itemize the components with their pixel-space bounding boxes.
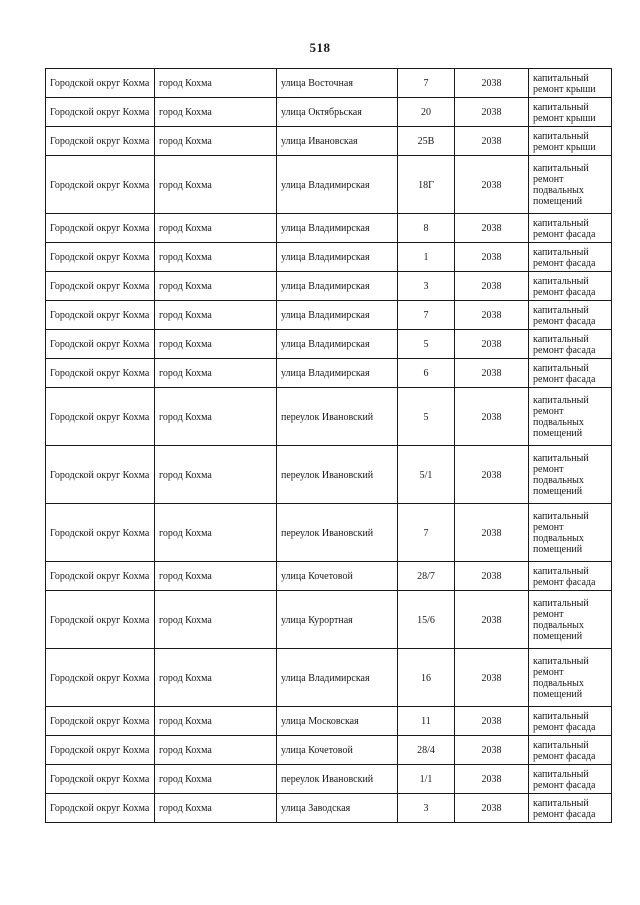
street-cell: улица Владимирская (277, 272, 398, 301)
work-type-cell: капитальный ремонт фасада (529, 562, 612, 591)
settlement-cell: город Кохма (155, 359, 277, 388)
house-number-cell: 7 (398, 504, 455, 562)
table-row (46, 359, 612, 388)
municipal-district-cell: Городской округ Кохма (46, 446, 155, 504)
work-type-cell: капитальный ремонт крыши (529, 69, 612, 98)
settlement-cell: город Кохма (155, 649, 277, 707)
planned-year-cell: 2038 (455, 359, 529, 388)
street-cell: переулок Ивановский (277, 504, 398, 562)
work-type-cell: капитальный ремонт фасада (529, 243, 612, 272)
settlement-cell: город Кохма (155, 504, 277, 562)
work-type-cell: капитальный ремонт подвальных помещений (529, 446, 612, 504)
planned-year-cell: 2038 (455, 388, 529, 446)
municipal-district-cell: Городской округ Кохма (46, 98, 155, 127)
municipal-district-cell: Городской округ Кохма (46, 388, 155, 446)
house-number-cell: 6 (398, 359, 455, 388)
street-cell: улица Октябрьская (277, 98, 398, 127)
work-type-cell: капитальный ремонт фасада (529, 707, 612, 736)
street-cell: улица Заводская (277, 794, 398, 823)
table-row (46, 707, 612, 736)
municipal-district-cell: Городской округ Кохма (46, 301, 155, 330)
settlement-cell: город Кохма (155, 388, 277, 446)
table-row (46, 301, 612, 330)
work-type-cell: капитальный ремонт фасада (529, 765, 612, 794)
municipal-district-cell: Городской округ Кохма (46, 359, 155, 388)
planned-year-cell: 2038 (455, 272, 529, 301)
planned-year-cell: 2038 (455, 794, 529, 823)
street-cell: улица Владимирская (277, 214, 398, 243)
planned-year-cell: 2038 (455, 707, 529, 736)
table-row (46, 98, 612, 127)
planned-year-cell: 2038 (455, 562, 529, 591)
table-row (46, 388, 612, 446)
work-type-cell: капитальный ремонт фасада (529, 272, 612, 301)
settlement-cell: город Кохма (155, 794, 277, 823)
settlement-cell: город Кохма (155, 214, 277, 243)
municipal-district-cell: Городской округ Кохма (46, 794, 155, 823)
planned-year-cell: 2038 (455, 330, 529, 359)
table-row (46, 214, 612, 243)
work-type-cell: капитальный ремонт подвальных помещений (529, 388, 612, 446)
street-cell: улица Владимирская (277, 301, 398, 330)
municipal-district-cell: Городской округ Кохма (46, 765, 155, 794)
settlement-cell: город Кохма (155, 243, 277, 272)
work-type-cell: капитальный ремонт фасада (529, 330, 612, 359)
street-cell: улица Курортная (277, 591, 398, 649)
planned-year-cell: 2038 (455, 127, 529, 156)
municipal-district-cell: Городской округ Кохма (46, 69, 155, 98)
house-number-cell: 7 (398, 69, 455, 98)
settlement-cell: город Кохма (155, 736, 277, 765)
table-row (46, 156, 612, 214)
street-cell: переулок Ивановский (277, 388, 398, 446)
house-number-cell: 11 (398, 707, 455, 736)
house-number-cell: 28/7 (398, 562, 455, 591)
planned-year-cell: 2038 (455, 214, 529, 243)
table-row (46, 649, 612, 707)
street-cell: улица Владимирская (277, 359, 398, 388)
settlement-cell: город Кохма (155, 707, 277, 736)
planned-year-cell: 2038 (455, 98, 529, 127)
house-number-cell: 15/6 (398, 591, 455, 649)
work-type-cell: капитальный ремонт фасада (529, 301, 612, 330)
street-cell: улица Владимирская (277, 330, 398, 359)
settlement-cell: город Кохма (155, 127, 277, 156)
table-row (46, 446, 612, 504)
house-number-cell: 3 (398, 272, 455, 301)
settlement-cell: город Кохма (155, 69, 277, 98)
street-cell: улица Владимирская (277, 156, 398, 214)
planned-year-cell: 2038 (455, 504, 529, 562)
municipal-district-cell: Городской округ Кохма (46, 243, 155, 272)
settlement-cell: город Кохма (155, 301, 277, 330)
settlement-cell: город Кохма (155, 765, 277, 794)
house-number-cell: 1 (398, 243, 455, 272)
house-number-cell: 5 (398, 388, 455, 446)
municipal-district-cell: Городской округ Кохма (46, 504, 155, 562)
settlement-cell: город Кохма (155, 98, 277, 127)
house-number-cell: 20 (398, 98, 455, 127)
municipal-district-cell: Городской округ Кохма (46, 591, 155, 649)
table-row (46, 765, 612, 794)
planned-year-cell: 2038 (455, 243, 529, 272)
house-number-cell: 28/4 (398, 736, 455, 765)
table-row (46, 69, 612, 98)
house-number-cell: 16 (398, 649, 455, 707)
table-row (46, 330, 612, 359)
house-number-cell: 18Г (398, 156, 455, 214)
municipal-district-cell: Городской округ Кохма (46, 736, 155, 765)
settlement-cell: город Кохма (155, 330, 277, 359)
planned-year-cell: 2038 (455, 69, 529, 98)
municipal-district-cell: Городской округ Кохма (46, 707, 155, 736)
planned-year-cell: 2038 (455, 736, 529, 765)
table-body (46, 69, 612, 823)
street-cell: улица Московская (277, 707, 398, 736)
work-type-cell: капитальный ремонт фасада (529, 214, 612, 243)
work-type-cell: капитальный ремонт подвальных помещений (529, 591, 612, 649)
planned-year-cell: 2038 (455, 765, 529, 794)
municipal-district-cell: Городской округ Кохма (46, 272, 155, 301)
planned-year-cell: 2038 (455, 649, 529, 707)
street-cell: переулок Ивановский (277, 446, 398, 504)
work-type-cell: капитальный ремонт крыши (529, 127, 612, 156)
street-cell: улица Ивановская (277, 127, 398, 156)
table-row (46, 272, 612, 301)
municipal-district-cell: Городской округ Кохма (46, 127, 155, 156)
planned-year-cell: 2038 (455, 156, 529, 214)
table-row (46, 591, 612, 649)
house-number-cell: 7 (398, 301, 455, 330)
work-type-cell: капитальный ремонт фасада (529, 736, 612, 765)
house-number-cell: 3 (398, 794, 455, 823)
table-row (46, 794, 612, 823)
street-cell: улица Восточная (277, 69, 398, 98)
table-row (46, 243, 612, 272)
planned-year-cell: 2038 (455, 446, 529, 504)
municipal-district-cell: Городской округ Кохма (46, 330, 155, 359)
work-type-cell: капитальный ремонт фасада (529, 359, 612, 388)
settlement-cell: город Кохма (155, 156, 277, 214)
house-number-cell: 5 (398, 330, 455, 359)
municipal-district-cell: Городской округ Кохма (46, 649, 155, 707)
work-type-cell: капитальный ремонт подвальных помещений (529, 156, 612, 214)
street-cell: улица Кочетовой (277, 736, 398, 765)
settlement-cell: город Кохма (155, 272, 277, 301)
settlement-cell: город Кохма (155, 446, 277, 504)
house-number-cell: 25В (398, 127, 455, 156)
work-type-cell: капитальный ремонт подвальных помещений (529, 504, 612, 562)
street-cell: улица Владимирская (277, 243, 398, 272)
table-row (46, 562, 612, 591)
municipal-district-cell: Городской округ Кохма (46, 214, 155, 243)
municipal-district-cell: Городской округ Кохма (46, 562, 155, 591)
house-number-cell: 1/1 (398, 765, 455, 794)
street-cell: улица Кочетовой (277, 562, 398, 591)
house-number-cell: 5/1 (398, 446, 455, 504)
house-number-cell: 8 (398, 214, 455, 243)
street-cell: переулок Ивановский (277, 765, 398, 794)
street-cell: улица Владимирская (277, 649, 398, 707)
table-row (46, 127, 612, 156)
planned-year-cell: 2038 (455, 591, 529, 649)
settlement-cell: город Кохма (155, 591, 277, 649)
planned-year-cell: 2038 (455, 301, 529, 330)
work-type-cell: капитальный ремонт крыши (529, 98, 612, 127)
work-type-cell: капитальный ремонт подвальных помещений (529, 649, 612, 707)
page-number: 518 (309, 40, 331, 55)
table-row (46, 736, 612, 765)
repair-schedule-table (45, 68, 612, 823)
settlement-cell: город Кохма (155, 562, 277, 591)
work-type-cell: капитальный ремонт фасада (529, 794, 612, 823)
table-row (46, 504, 612, 562)
municipal-district-cell: Городской округ Кохма (46, 156, 155, 214)
